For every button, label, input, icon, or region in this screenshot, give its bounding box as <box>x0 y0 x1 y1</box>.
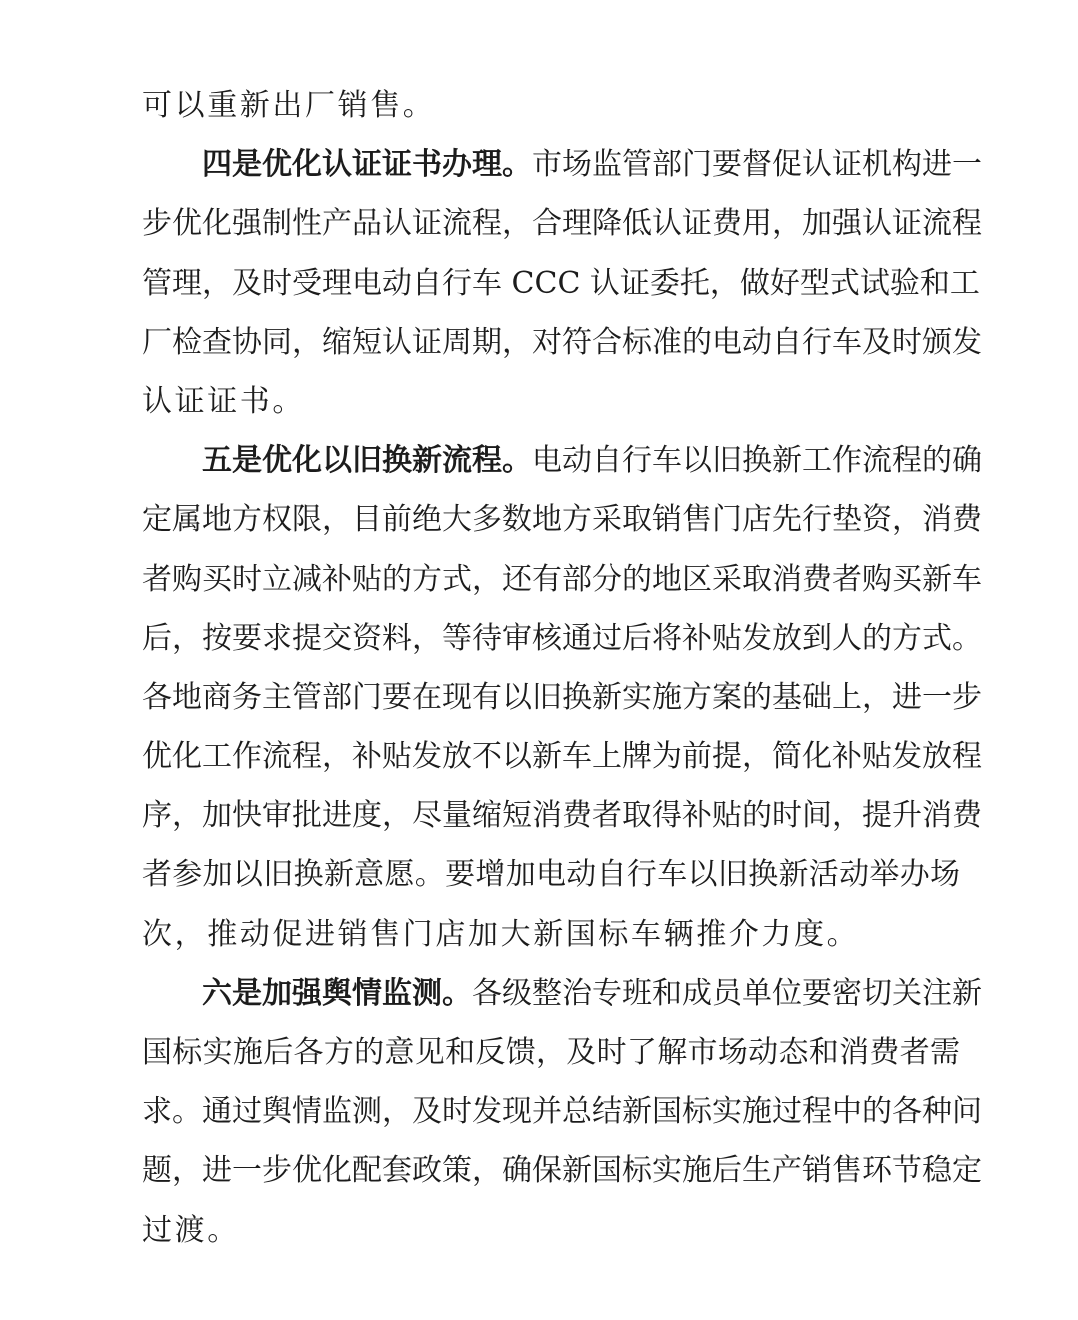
paragraph-first-line <box>142 135 982 194</box>
paragraph-first-line <box>142 964 982 1023</box>
section-heading-five: 五是优化以旧换新流程。 <box>202 443 532 479</box>
paragraph-line: 步优化强制性产品认证流程，合理降低认证费用，加强认证流程 <box>142 206 982 242</box>
paragraph-line: 优化工作流程，补贴发放不以新车上牌为前提，简化补贴发放程 <box>142 739 982 775</box>
paragraph-line: 认证证书。 <box>142 383 305 419</box>
paragraph-line: 可以重新出厂销售。 <box>142 88 436 123</box>
paragraph-text: 各级整治专班和成员单位要密切关注新 <box>472 975 982 1011</box>
paragraph-line: 者购买时立减补贴的方式，还有部分的地区采取消费者购买新车 <box>142 561 982 597</box>
paragraph-line: 国标实施后各方的意见和反馈，及时了解市场动态和消费者需 <box>142 1035 960 1070</box>
paragraph-text: 市场监管部门要督促认证机构进一 <box>532 147 982 183</box>
paragraph-line: 各地商务主管部门要在现有以旧换新实施方案的基础上，进一步 <box>142 679 982 715</box>
paragraph-line: 序，加快审批进度，尽量缩短消费者取得补贴的时间，提升消费 <box>142 798 982 834</box>
paragraph-line: 管理，及时受理电动自行车 CCC 认证委托，做好型式试验和工 <box>142 265 980 301</box>
paragraph-line: 厂检查协同，缩短认证周期，对符合标准的电动自行车及时颁发 <box>142 324 982 360</box>
paragraph-line: 题，进一步优化配套政策，确保新国标实施后生产销售环节稳定 <box>142 1153 982 1189</box>
document-body <box>142 76 982 1260</box>
paragraph-first-line <box>142 431 982 490</box>
paragraph-line: 求。通过舆情监测，及时发现并总结新国标实施过程中的各种问 <box>142 1094 982 1130</box>
section-heading-four: 四是优化认证证书办理。 <box>202 147 532 183</box>
paragraph-line: 定属地方权限，目前绝大多数地方采取销售门店先行垫资，消费 <box>142 502 982 538</box>
paragraph-line: 者参加以旧换新意愿。要增加电动自行车以旧换新活动举办场 <box>142 857 960 893</box>
paragraph-text: 电动自行车以旧换新工作流程的确 <box>532 443 982 479</box>
section-heading-six: 六是加强舆情监测。 <box>202 975 472 1011</box>
paragraph-line: 后，按要求提交资料，等待审核通过后将补贴发放到人的方式。 <box>142 620 982 656</box>
paragraph-line: 过渡。 <box>142 1212 240 1248</box>
paragraph-line: 次，推动促进销售门店加大新国标车辆推介力度。 <box>142 916 860 952</box>
